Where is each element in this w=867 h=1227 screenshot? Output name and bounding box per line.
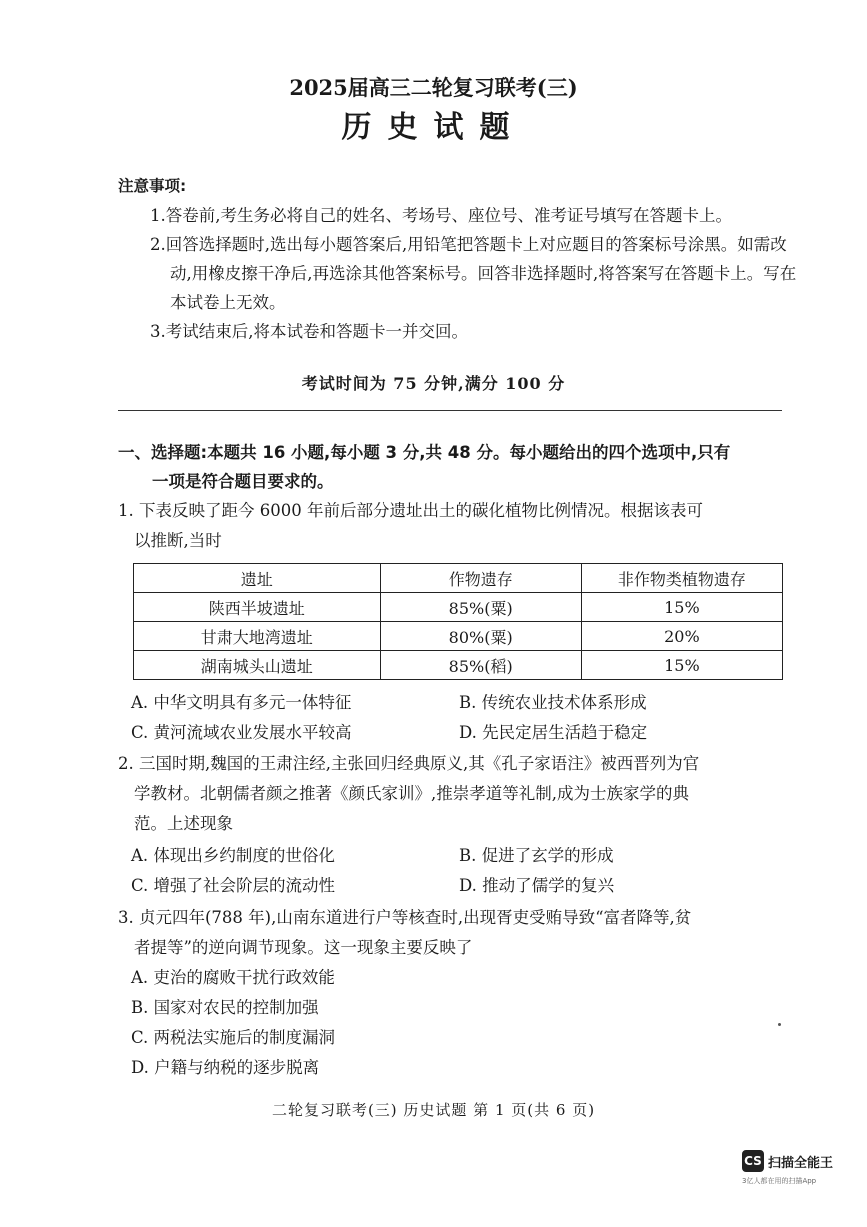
table-header-cell: 非作物类植物遗存	[581, 564, 782, 593]
scanner-watermark	[742, 1150, 833, 1172]
table-cell: 20%	[581, 622, 782, 651]
option-row	[131, 688, 811, 718]
option-b: B. 促进了玄学的形成	[459, 846, 614, 865]
option-c: C. 黄河流域农业发展水平较高	[131, 723, 352, 742]
scanner-name: 扫描全能王	[768, 1155, 834, 1171]
option-c: C. 增强了社会阶层的流动性	[131, 876, 336, 895]
table-cell: 80%(粟)	[380, 622, 581, 651]
option-d: D. 先民定居生活趋于稳定	[459, 723, 648, 742]
exam-title: 2025届高三二轮复习联考(三)	[289, 75, 578, 100]
option-b: B. 传统农业技术体系形成	[459, 693, 647, 712]
question-stem-line: 范。上述现象	[134, 814, 233, 833]
question-stem-line: 以推断,当时	[134, 531, 222, 550]
table-cell: 甘肃大地湾遗址	[134, 622, 381, 651]
table-row	[134, 622, 783, 651]
scanner-tagline: 3亿人都在用的扫描App	[742, 1177, 817, 1185]
question-1	[118, 496, 798, 556]
question-2	[118, 749, 798, 839]
question-3	[118, 903, 798, 963]
notice-block	[118, 172, 798, 346]
table-cell: 15%	[581, 593, 782, 622]
exam-time: 考试时间为 75 分钟,满分 100 分	[301, 374, 566, 393]
option-d: D. 户籍与纳税的逐步脱离	[131, 1058, 320, 1077]
table-cell: 湖南城头山遗址	[134, 651, 381, 680]
cs-logo-icon: CS	[742, 1150, 764, 1172]
page-footer: 二轮复习联考(三) 历史试题 第 1 页(共 6 页)	[271, 1101, 596, 1119]
option-a: A. 吏治的腐败干扰行政效能	[131, 968, 335, 987]
option-row	[131, 871, 811, 901]
option-d: D. 推动了儒学的复兴	[459, 876, 615, 895]
section-line: 一项是符合题目要求的。	[152, 472, 334, 491]
table-header-cell: 作物遗存	[380, 564, 581, 593]
section-line: 一、选择题:本题共 16 小题,每小题 3 分,共 48 分。每小题给出的四个选项中,只有	[118, 443, 731, 462]
question-2-options	[131, 841, 811, 901]
table-cell: 15%	[581, 651, 782, 680]
question-stem-line: 3. 贞元四年(788 年),山南东道进行户等核查时,出现胥吏受贿导致“富者降等,贫	[118, 908, 692, 927]
question-stem-line: 2. 三国时期,魏国的王肃注经,主张回归经典原义,其《孔子家语注》被西晋列为官	[118, 754, 700, 773]
question-stem-line: 1. 下表反映了距今 6000 年前后部分遗址出土的碳化植物比例情况。根据该表可	[118, 501, 703, 520]
speck	[778, 1023, 781, 1026]
option-row	[131, 841, 811, 871]
site-table	[133, 563, 783, 680]
table-row	[134, 593, 783, 622]
option-a: A. 中华文明具有多元一体特征	[131, 693, 352, 712]
subject-title: 历史试题	[341, 110, 526, 145]
table-cell: 85%(稻)	[380, 651, 581, 680]
table-header-row	[134, 564, 783, 593]
table-cell: 陕西半坡遗址	[134, 593, 381, 622]
question-stem-line: 者提等”的逆向调节现象。这一现象主要反映了	[134, 938, 473, 957]
option-row	[131, 718, 811, 748]
table-cell: 85%(粟)	[380, 593, 581, 622]
question-stem-line: 学教材。北朝儒者颜之推著《颜氏家训》,推崇孝道等礼制,成为士族家学的典	[134, 784, 689, 803]
option-c: C. 两税法实施后的制度漏洞	[131, 1028, 336, 1047]
question-3-options	[131, 963, 811, 1083]
notice-item: 1.答卷前,考生务必将自己的姓名、考场号、座位号、准考证号填写在答题卡上。	[150, 206, 732, 225]
option-b: B. 国家对农民的控制加强	[131, 998, 319, 1017]
notice-item: 2.回答选择题时,选出每小题答案后,用铅笔把答题卡上对应题目的答案标号涂黑。如需改动,用橡皮擦干净后,再选涂其他答案标号。回答非选择题时,将答案写在答题卡上。写在本试卷上无效。	[150, 235, 797, 312]
table-row	[134, 651, 783, 680]
notice-item: 3.考试结束后,将本试卷和答题卡一并交回。	[150, 322, 468, 341]
option-a: A. 体现出乡约制度的世俗化	[131, 846, 335, 865]
question-1-options	[131, 688, 811, 748]
table-header-cell: 遗址	[134, 564, 381, 593]
divider	[118, 410, 782, 411]
section-heading	[118, 438, 798, 496]
notice-heading: 注意事项:	[118, 177, 187, 195]
